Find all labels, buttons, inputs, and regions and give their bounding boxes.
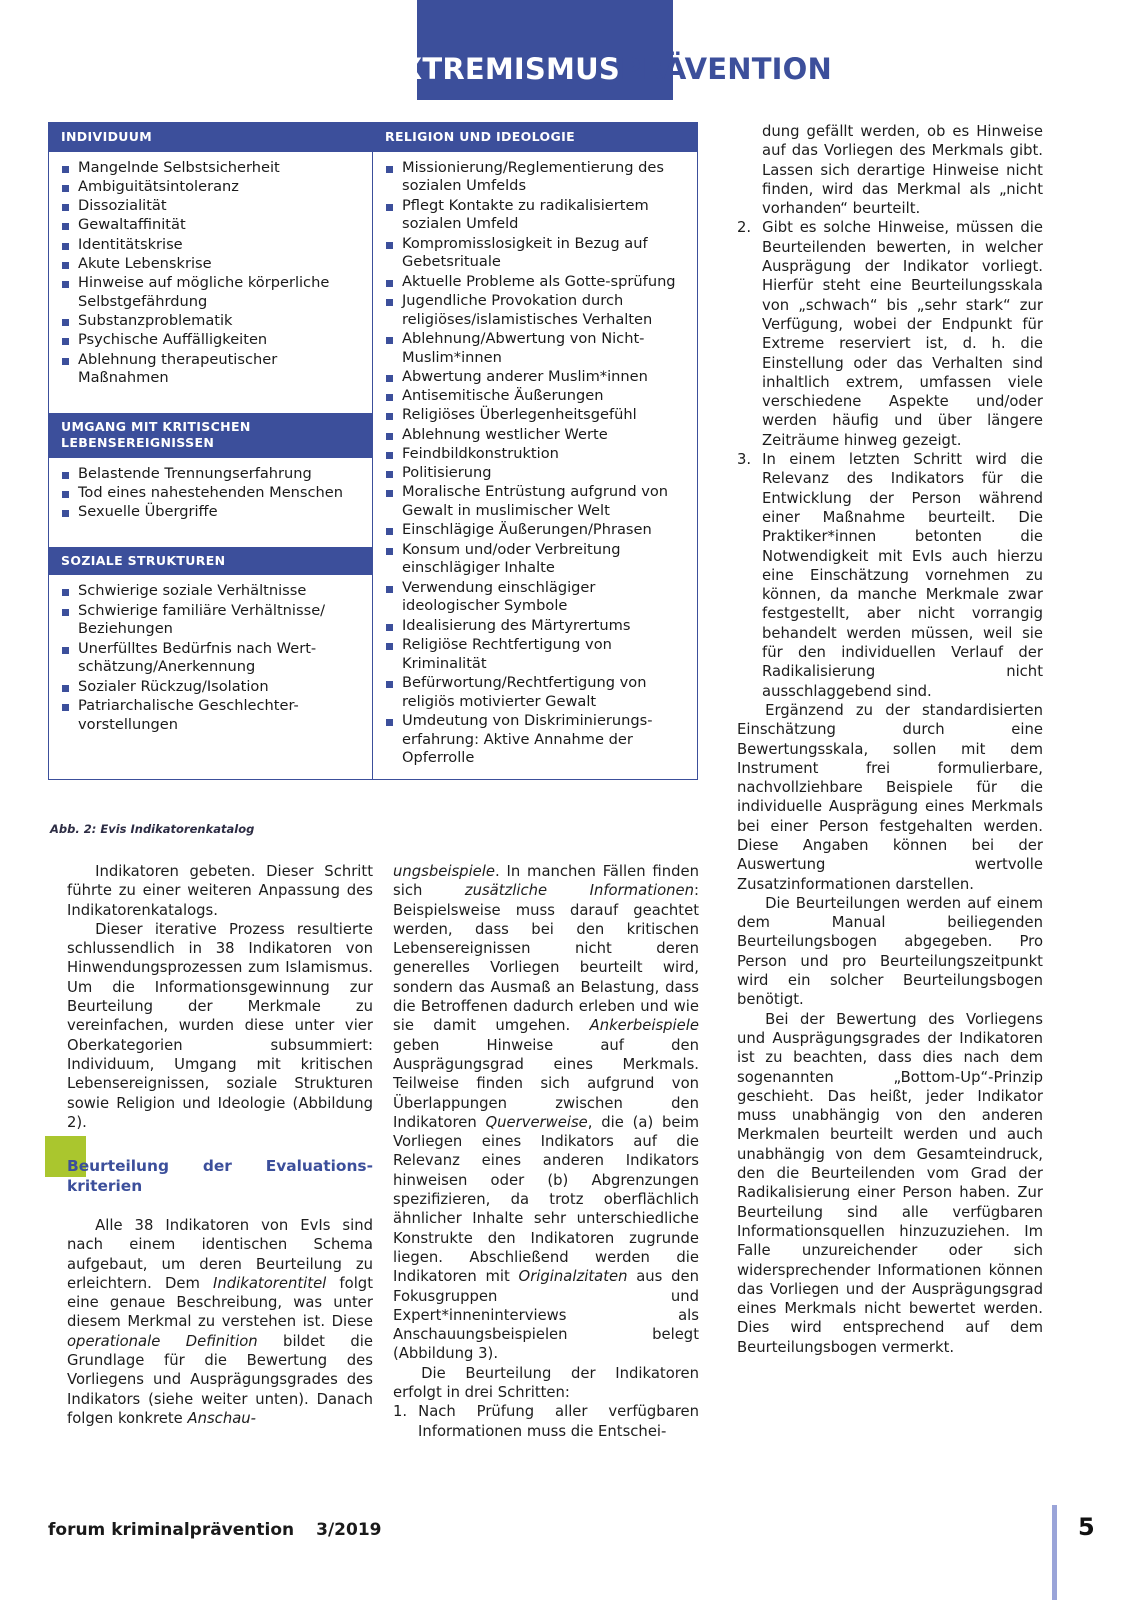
category-heading: UMGANG MIT KRITISCHEN LEBENSEREIGNISSEN [49,413,372,458]
category-heading: INDIVIDUUM [49,123,372,152]
figure-right-column [373,123,697,779]
indicator-item: Religiöse Rechtfertigung von Kriminalität [385,636,689,674]
body-column-1 [67,862,373,1428]
text-run: folgt eine genaue Beschreibung, was unter diesem Merkmal zu verstehen ist. Diese [67,1274,373,1331]
indicator-item: Schwierige soziale Verhältnisse [61,582,364,601]
section-kicker [67,1157,373,1196]
numbered-step-2 [737,218,1043,450]
paragraph: Indikatoren gebeten. Dieser Schritt führte zu einer weiteren Anpassung des Indikatorenkatalogs. [67,863,373,919]
italic-term: Indikatorentitel [213,1274,327,1292]
indicator-item: Missionierung/Reglementierung des sozialen Umfelds [385,159,689,197]
section-spacer [49,745,372,755]
page-number-bar [1052,1505,1057,1600]
indicator-item: Verwendung einschlägiger ideologischer Symbole [385,579,689,617]
paragraph [67,1216,373,1428]
section-heading: Beurteilung der Evaluationskriterien [67,1157,373,1195]
paragraph [393,862,699,1364]
indicator-item: Jugendliche Provokation durch religiöses/islamistisches Verhalten [385,292,689,330]
category-body [49,575,372,745]
section-spacer [49,399,372,413]
paragraph: Die Beurteilungen werden auf einem dem Manual beiliegenden Beurteilungsbogen abgegeben. Pro Person und pro Beurteilungszeitpunkt wird ein solcher Beurteilungsbogen benötigt. [737,894,1043,1009]
indicator-item: Substanzproblematik [61,312,364,331]
text-run: Alle 38 Indikatoren von EvIs sind nach einem identischen Schema aufgebaut, um deren Beurteilung zu erleichtern. Dem [67,1216,373,1292]
step-text: In einem letzten Schritt wird die Relevanz des Indikators für die Entwicklung der Person während einer Maßnahme beurteilt. Die Praktiker*innen betonten die Notwendigkeit mit EvIs auch hierzu eine Einschätzung vornehmen zu können, da manche Merkmale zwar festgestellt, aber nicht vorrangig behandelt werden müssen, weil sie für den individuellen Verlauf der Radikalisierung nicht ausschlaggebend sind. [762,451,1043,700]
text-run: : Beispielsweise muss darauf geachtet werden, dass bei den kritischen Lebensereignissen nicht deren generelles Vorliegen beurteilt wird, sondern das Ausmaß an Belastung, dass die Betroffenen dadurch erleben und wie sie damit umgehen. [393,882,699,1035]
indicator-item: Politisierung [385,464,689,483]
footer-publication: forum kriminalprävention [48,1520,295,1540]
indicator-item: Gewaltaffinität [61,216,364,235]
paragraph: Die Beurteilung der Indikatoren erfolgt in drei Schritten: [393,1364,699,1402]
indicator-list [61,465,364,522]
indicator-item: Dissozialität [61,197,364,216]
indicator-item: Antisemitische Äußerungen [385,387,689,406]
indicator-item: Religiöses Überlegenheitsgefühl [385,406,689,425]
step-number: 3. [737,451,752,469]
text-run: aus den Fokusgruppen und Expert*inneninterviews als Anschauungsbeispielen belegt (Abbildung 3). [393,1268,700,1363]
category-heading: SOZIALE STRUKTUREN [49,547,372,576]
indicator-item: Kompromisslosigkeit in Bezug auf Gebetsrituale [385,235,689,273]
step-number: 1. [393,1403,408,1421]
indicator-item: Hinweise auf mögliche körperliche Selbstgefährdung [61,274,364,312]
indicator-item: Belastende Trennungserfahrung [61,465,364,484]
italic-term: ungsbeispiele [393,863,495,880]
indicator-item: Feindbildkonstruktion [385,445,689,464]
italic-term: operationale Definition [67,1332,258,1350]
text-run: geben Hinweise auf den Ausprägungsgrad eines Merkmals. Teilweise finden sich aufgrund von Überlappungen zwischen den Indikatoren [393,1036,699,1131]
indicator-list [385,159,689,769]
indicator-item: Sexuelle Übergriffe [61,503,364,522]
page-number: 5 [1078,1513,1095,1541]
indicator-item: Patriarchalische Geschlechter-vorstellungen [61,697,364,735]
indicator-item: Ablehnung therapeutischer Maßnahmen [61,351,364,389]
indicator-item: Umdeutung von Diskriminierungs-erfahrung: Aktive Annahme der Opferrolle [385,712,689,768]
category-body [373,152,697,779]
indicator-item: Sozialer Rückzug/Isolation [61,678,364,697]
italic-term: zusätzliche Informationen [464,882,694,900]
paragraph: Bei der Bewertung des Vorliegens und Ausprägungsgrades der Indikatoren ist zu beachten, dass dies nach dem sogenannten „Bottom-Up“-Prinzip geschieht. Das heißt, jeder Indikator muss unabhängig von den anderen Merkmalen beurteilt werden und auch unabhängig von dem Gesamteindruck, den die Beurteilenden vom Grad der Radikalisierung einer Person haben. Zur Beurteilung sind alle verfügbaren Informationsquellen hinzuzuziehen. Im Falle unzureichender oder sich widersprechender Informationen können das Vorliegen und der Ausprägungsgrad eines Merkmals nicht bewertet werden. Dies wird entsprechend auf dem Beurteilungsbogen vermerkt. [737,1010,1043,1356]
numbered-step-1-continued: dung gefällt werden, ob es Hinweise auf das Vorliegen des Merkmals gibt. Lassen sich derartige Hinweise nicht finden, wird das Merkmal als „nicht vorhanden“ beurteilt. [762,123,1043,218]
page-title [0,52,1132,86]
indicator-item: Identitätskrise [61,236,364,255]
numbered-step-3 [737,450,1043,701]
italic-term: Querverweise [485,1113,588,1131]
page-title-second-part: PRÄVENTION [619,52,832,86]
indicator-item: Einschlägige Äußerungen/Phrasen [385,521,689,540]
category-heading: RELIGION UND IDEOLOGIE [373,123,697,152]
footer [48,1520,382,1540]
indicator-item: Moralische Entrüstung aufgrund von Gewalt in muslimischer Welt [385,483,689,521]
indicator-item: Idealisierung des Märtyrertums [385,617,689,636]
figure-caption: Abb. 2: Evis Indikatorenkatalog [50,822,255,836]
text-run: , die (a) beim Vorliegen eines Indikators auf die Relevanz eines anderen Indikators hinweisen oder (b) Abgrenzungen spezifizieren, da trotz oberflächlich ähnlicher Inhalte sehr unterschiedliche Konstrukte den Indikatoren zugrunde liegen. Abschließend werden die Indikatoren mit [393,1113,700,1286]
indicator-item: Konsum und/oder Verbreitung einschlägiger Inhalte [385,541,689,579]
numbered-step-1 [393,1402,699,1441]
indicator-item: Mangelnde Selbstsicherheit [61,159,364,178]
indicator-item: Befürwortung/Rechtfertigung von religiös motivierter Gewalt [385,674,689,712]
indicator-item: Tod eines nahestehenden Menschen [61,484,364,503]
indicator-item: Schwierige familiäre Verhältnisse/ Beziehungen [61,602,364,640]
paragraph: Dieser iterative Prozess resultierte schlussendlich in 38 Indikatoren von Hinwendungsprozessen zum Islamismus. Um die Informationsgewinnung zur Beurteilung der Merkmale zu vereinfachen, wurden diese unter vier Oberkategorien subsummiert: Individuum, Umgang mit kritischen Lebensereignissen, soziale Strukturen sowie Religion und Ideologie (Abbildung 2). [67,920,373,1131]
italic-term: Originalzitaten [518,1268,628,1286]
body-column-3 [737,122,1043,1357]
indicator-list [61,582,364,734]
indicator-item: Unerfülltes Bedürfnis nach Wert-schätzung/Anerkennung [61,640,364,678]
indicator-item: Abwertung anderer Muslim*innen [385,368,689,387]
indicator-item: Psychische Auffälligkeiten [61,331,364,350]
paragraph: Ergänzend zu der standardisierten Einschätzung durch eine Bewertungsskala, sollen mit dem Instrument frei formulierbare, nachvollziehbare Beispiele für die individuelle Ausprägung eines Merkmals bei einer Person festgehalten werden. Diese Angaben können bei der Auswertung wertvolle Zusatzinformationen darstellen. [737,701,1043,893]
step-text: Gibt es solche Hinweise, müssen die Beurteilenden bewerten, in welcher Ausprägung der Indikator vorliegt. Hierfür steht eine Beurteilungsskala von „schwach“ bis „sehr stark“ zur Verfügung, wobei der Endpunkt für Extreme reserviert ist, d. h. die Einstellung oder das Verhalten sind inhaltlich extrem, umfassen viele verschiedene Aspekte und/oder werden häufig und über längere Zeiträume hinweg gezeigt. [762,219,1043,449]
indicator-item: Ablehnung/Abwertung von Nicht-Muslim*innen [385,330,689,368]
section-spacer [49,533,372,547]
indicator-item: Pflegt Kontakte zu radikalisiertem sozialen Umfeld [385,197,689,235]
indicator-list [61,159,364,389]
step-number: 2. [737,219,752,237]
indicator-item: Akute Lebenskrise [61,255,364,274]
indicator-catalog-figure [48,122,698,780]
footer-issue: 3/2019 [316,1520,382,1540]
indicator-item: Aktuelle Probleme als Gotte-sprüfung [385,273,689,292]
category-body [49,152,372,399]
category-body [49,458,372,533]
italic-term: Ankerbeispiele [589,1017,699,1035]
italic-term: Anschau- [187,1409,256,1427]
body-column-2 [393,862,699,1441]
indicator-item: Ablehnung westlicher Werte [385,426,689,445]
figure-left-column [49,123,373,779]
indicator-item: Ambiguitätsintoleranz [61,178,364,197]
page-title-first-part: EXTREMISMUS [379,52,620,86]
step-text: Nach Prüfung aller verfügbaren Informationen muss die Entschei- [418,1403,699,1440]
text-run: . In manchen Fällen finden sich [393,863,699,900]
text-run: bildet die Grundlage für die Bewertung des Vorliegens und Ausprägungsgrades des Indikators (siehe weiter unten). Danach folgen konkrete [67,1332,373,1427]
